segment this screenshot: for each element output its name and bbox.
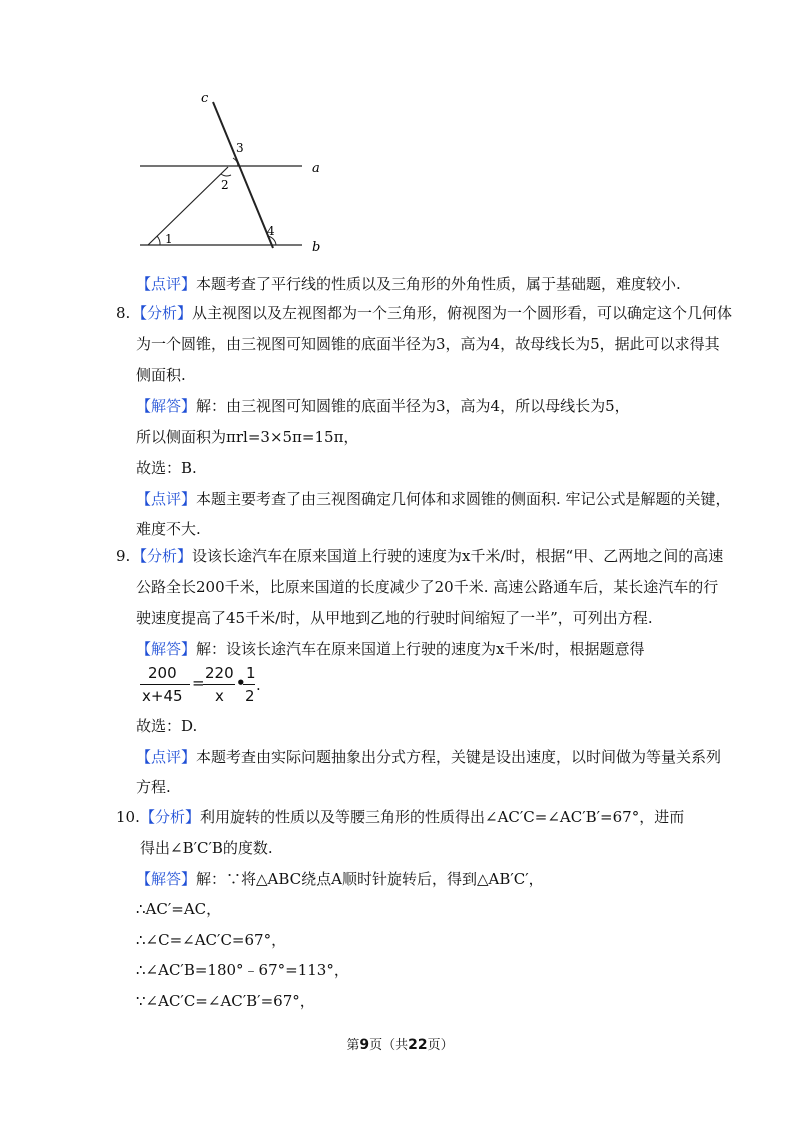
- eq-numerator-3: 1: [246, 664, 256, 682]
- label-a: a: [312, 161, 320, 176]
- label-angle-3: 3: [236, 141, 244, 155]
- analysis-tag: 【分析】: [132, 304, 193, 322]
- comment-tag: 【点评】: [136, 490, 197, 508]
- comment-tag: 【点评】: [136, 748, 197, 766]
- q8-number: 8.: [116, 304, 131, 322]
- eq-dot: •: [236, 674, 246, 692]
- answer-text: 解：设该长途汽车在原来国道上行驶的速度为x千米/时，根据题意得: [196, 640, 645, 658]
- fraction-bar: [243, 684, 255, 685]
- eq-numerator-2: 220: [205, 664, 234, 682]
- comment-text: 本题主要考查了由三视图确定几何体和求圆锥的侧面积. 牢记公式是解题的关键，: [196, 490, 731, 508]
- eq-sign: =: [192, 674, 205, 692]
- analysis-tag: 【分析】: [140, 808, 201, 826]
- page-footer: [0, 1034, 800, 1053]
- footer-pre: 第: [346, 1038, 360, 1053]
- q8-answer-line-2: 所以侧面积为πrl=3×5π=15π，: [136, 428, 359, 446]
- eq-denominator-3: 2: [245, 687, 255, 705]
- q9-equation: [140, 664, 260, 708]
- q10-step-3: ∴∠AC′B=180°﹣67°=113°，: [136, 961, 349, 979]
- label-angle-2: 2: [221, 178, 229, 192]
- eq-denominator-2: x: [215, 687, 224, 705]
- q10-step-1: ∴AC′=AC，: [136, 900, 222, 918]
- q8-analysis-line-3: 侧面积.: [136, 366, 186, 384]
- q10-analysis-line-1: [140, 806, 684, 828]
- q7-comment: [136, 273, 681, 295]
- parallel-lines-figure: [130, 88, 330, 260]
- q9-comment-line-1: [136, 746, 721, 768]
- q8-analysis-line-2: 为一个圆锥，由三视图可知圆锥的底面半径为3，高为4，故母线长为5，据此可以求得其: [136, 335, 720, 353]
- answer-tag: 【解答】: [136, 397, 197, 415]
- q10-step-2: ∴∠C=∠AC′C=67°，: [136, 931, 287, 949]
- footer-post: 页）: [427, 1038, 454, 1053]
- transversal-segment: [148, 167, 228, 245]
- label-angle-1: 1: [165, 232, 173, 246]
- footer-page-number: 9: [359, 1037, 370, 1053]
- q8-comment-line-2: 难度不大.: [136, 520, 201, 538]
- q9-analysis-line-2: 公路全长200千米，比原来国道的长度减少了20千米. 高速公路通车后，某长途汽车的行: [136, 578, 719, 596]
- q8-analysis-line-1: [132, 302, 732, 324]
- analysis-tag: 【分析】: [132, 547, 193, 565]
- q9-analysis-line-1: [132, 545, 723, 567]
- q9-number: 9.: [116, 547, 131, 565]
- eq-numerator-1: 200: [148, 664, 177, 682]
- q8-comment-line-1: [136, 488, 731, 510]
- q8-choice: 故选：B.: [136, 459, 197, 477]
- q10-answer-line-1: [136, 868, 544, 890]
- q8-answer-line-1: [136, 395, 630, 417]
- q10-number: 10.: [116, 808, 140, 826]
- fraction-bar: [203, 684, 235, 685]
- comment-text: 本题考查由实际问题抽象出分式方程，关键是设出速度，以时间做为等量关系列: [196, 748, 722, 766]
- answer-text: 解：∵将△ABC绕点A顺时针旋转后，得到△AB′C′，: [196, 870, 544, 888]
- answer-tag: 【解答】: [136, 640, 197, 658]
- q9-choice: 故选：D.: [136, 717, 198, 735]
- comment-tag: 【点评】: [136, 275, 197, 293]
- q9-analysis-line-3: 驶速度提高了45千米/时，从甲地到乙地的行驶时间缩短了一半”，可列出方程.: [136, 609, 653, 627]
- label-b: b: [312, 240, 321, 255]
- angle-2-arc: [221, 174, 231, 176]
- comment-text: 本题考查了平行线的性质以及三角形的外角性质，属于基础题，难度较小.: [196, 275, 681, 293]
- q9-answer-line-1: [136, 638, 645, 660]
- analysis-text: 从主视图以及左视图都为一个三角形，俯视图为一个圆形看，可以确定这个几何体: [192, 304, 733, 322]
- eq-period: .: [256, 676, 261, 694]
- q10-step-4: ∵∠AC′C=∠AC′B′=67°，: [136, 992, 315, 1010]
- footer-mid: 页（共: [369, 1038, 409, 1053]
- answer-tag: 【解答】: [136, 870, 197, 888]
- label-angle-4: 4: [267, 224, 275, 238]
- q10-analysis-line-2: 得出∠B′C′B的度数.: [140, 839, 273, 857]
- analysis-text: 设该长途汽车在原来国道上行驶的速度为x千米/时，根据“甲、乙两地之间的高速: [192, 547, 724, 565]
- q9-comment-line-2: 方程.: [136, 778, 171, 796]
- angle-1-arc: [157, 236, 160, 245]
- analysis-text: 利用旋转的性质以及等腰三角形的性质得出∠AC′C=∠AC′B′=67°，进而: [200, 808, 685, 826]
- label-c: c: [201, 91, 209, 106]
- fraction-bar: [140, 684, 190, 685]
- footer-total-pages: 22: [408, 1037, 428, 1053]
- eq-denominator-1: x+45: [142, 687, 183, 705]
- answer-text: 解：由三视图可知圆锥的底面半径为3，高为4，所以母线长为5，: [196, 397, 630, 415]
